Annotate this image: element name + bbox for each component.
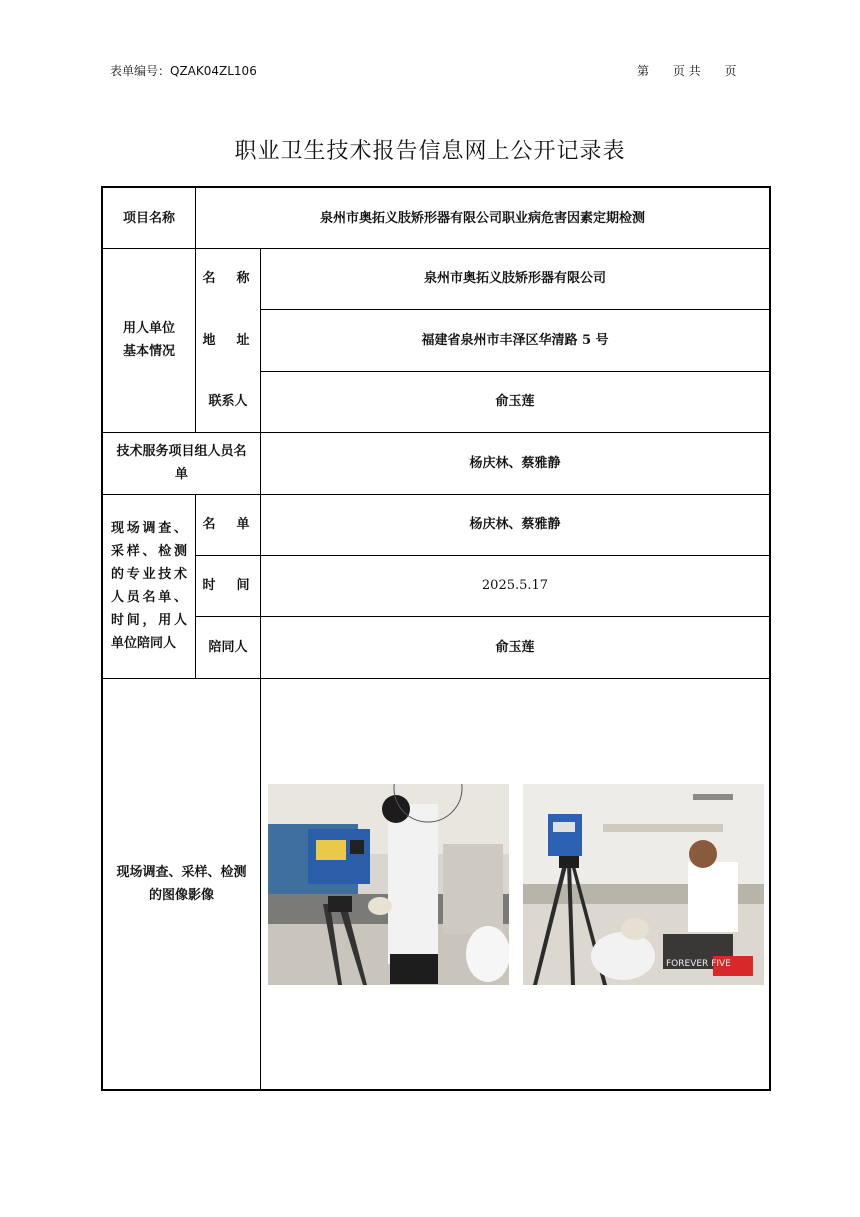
page-num-part-1: 第 — [637, 64, 650, 78]
survey-names-label: 名 单 — [202, 517, 254, 532]
project-name-label: 项目名称 — [122, 210, 175, 226]
project-name-value: 泉州市奥拓义肢矫形器有限公司职业病危害因素定期检测 — [319, 210, 645, 226]
sampling-photo-1 — [268, 784, 509, 985]
record-table — [101, 186, 771, 1091]
employer-label: 用人单位基本情况 — [122, 321, 175, 359]
col-divider — [260, 678, 261, 1089]
images-label: 现场调查、采样、检测的图像影像 — [116, 864, 247, 903]
survey-label: 现场调查、采样、检测的专业技术人员名单、时间，用人单位陪同人 — [111, 521, 187, 651]
team-label: 技术服务项目组人员名单 — [116, 444, 247, 482]
survey-escort-value: 俞玉莲 — [495, 639, 535, 655]
employer-name-label: 名 称 — [202, 271, 254, 286]
page-title: 职业卫生技术报告信息网上公开记录表 — [234, 139, 626, 164]
page-number — [637, 62, 737, 79]
employer-address-value: 福建省泉州市丰泽区华清路 5 号 — [421, 332, 609, 348]
page-num-part-2: 页 共 — [672, 64, 701, 78]
form-code: 表单编号：QZAK04ZL106 — [110, 64, 257, 78]
photo-2-shirt-text: FOREVER FIVE — [666, 959, 731, 969]
survey-time-label: 时 间 — [202, 578, 254, 593]
survey-time-value: 2025.5.17 — [481, 578, 549, 593]
employer-address-label: 地 址 — [202, 332, 254, 348]
employer-name-value: 泉州市奥拓义肢矫形器有限公司 — [423, 271, 606, 286]
survey-names-value: 杨庆林、蔡雅静 — [469, 517, 561, 532]
employer-contact-value: 俞玉莲 — [495, 394, 535, 409]
sampling-photo-2 — [523, 784, 764, 985]
employer-contact-label: 联系人 — [208, 394, 248, 409]
survey-escort-label: 陪同人 — [208, 639, 248, 655]
page-num-part-3: 页 — [724, 64, 737, 78]
team-value: 杨庆林、蔡雅静 — [469, 455, 561, 471]
